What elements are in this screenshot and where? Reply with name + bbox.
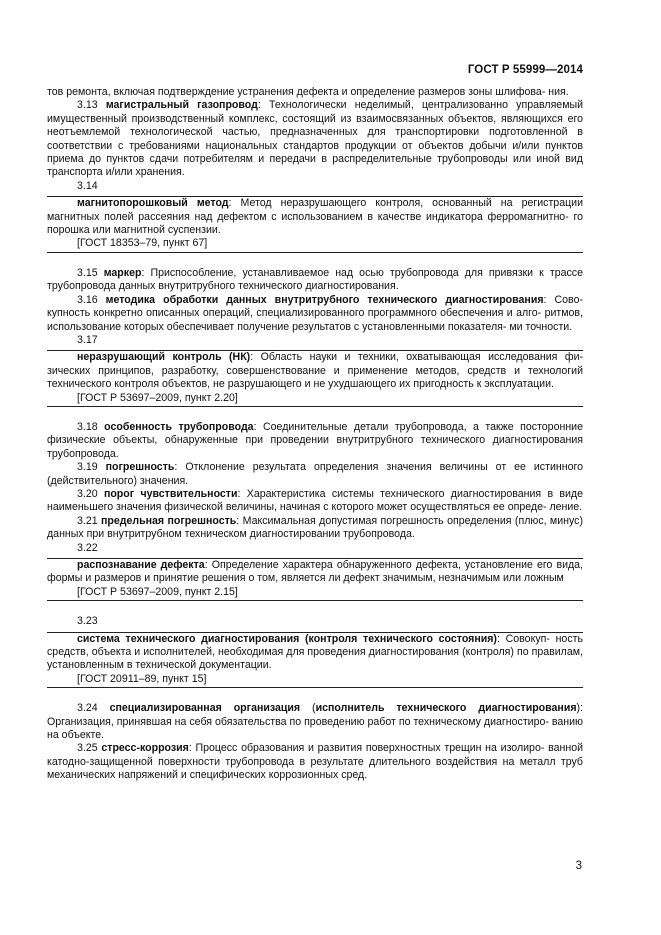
clause-number: 3.24	[77, 702, 98, 715]
term-separator: :	[228, 197, 241, 210]
term-separator: :	[204, 559, 212, 571]
term: стресс-коррозия	[101, 742, 189, 755]
clause-number: 3.21	[77, 514, 98, 527]
term: предельная погрешность	[101, 514, 237, 527]
term-separator: :	[253, 420, 263, 433]
term: система технического диагностирования (контроля технического состояния)	[77, 632, 497, 645]
definition-text: Соединительные детали трубопровода, а также посторонние физические объекты, обнаруженные при проведении внутритрубного технического диагностирования трубопровода.	[47, 420, 583, 460]
quoted-definition-box-3-17	[47, 350, 583, 407]
definition-text: Технологически неделимый, централизованно управляемый имущественный производственный комплекс, состоящий из взаимосвязанных объектов, являющихся его неотъемлемой технологической частью, предназначенных для транспортировки подготовленной в соответствии с требованиями национальных стандартов продукции от объектов добычи и/или пунктов приема до пунктов сдачи потребителям и передачи в распределительные трубопроводы или иной вид транспорта и/или хранения.	[47, 99, 584, 179]
term-separator: :	[236, 514, 243, 527]
definition-text: Область науки и техники, охватывающая исследования фи- зических принципов, разработку, совершенствование и применение методов, средств и технологий технического контроля объектов, не разрушающего и не ухудшающего их пригодность к эксплуатации.	[47, 351, 584, 391]
clause-number: 3.15	[77, 266, 98, 279]
quoted-definition-box-3-22	[47, 558, 583, 601]
term-separator: :	[237, 487, 247, 500]
definition-3-16	[47, 294, 583, 334]
term: неразрушающий контроль (НК)	[77, 351, 251, 364]
definition-text: Организация, принявшая на себя обязательства по проведению работ по техническому диагностиро- ванию на объекте.	[47, 715, 583, 742]
definition-text: Приспособление, устанавливаемое над осью трубопровода для привязки к трассе трубопровода данных внутритрубного технического диагностирования.	[47, 266, 583, 293]
definition-text: Определение характера обнаруженного дефекта, установление его вида, формы и размеров и принятие решения о том, является ли дефект значимым, незначимым или ложным	[47, 559, 584, 585]
definition-3-13	[47, 99, 583, 179]
term-separator: :	[257, 99, 269, 112]
term: методика обработки данных внутритрубного технического диагностирования	[105, 293, 544, 306]
definition-3-22	[47, 559, 583, 586]
definition-3-25	[47, 742, 583, 782]
clause-number-3-23: 3.23	[77, 615, 98, 628]
term: маркер	[103, 266, 142, 279]
document-body	[47, 86, 583, 783]
definition-3-15	[47, 267, 583, 294]
document-id: ГОСТ Р 55999—2014	[467, 64, 583, 76]
definition-text: Максимальная допустимая погрешность определения (плюс, минус) данных при внутритрубном техническом диагностировании трубопровода.	[47, 514, 583, 541]
definition-3-17	[47, 351, 583, 391]
definition-text: Совокуп- ность средств, объекта и исполнителей, необходимая для проведения диагностирования (контроля) по правилам, установленным в технической документации.	[47, 632, 583, 672]
source-reference: [ГОСТ Р 53697–2009, пункт 2.20]	[77, 391, 238, 404]
page-number: 3	[575, 860, 582, 872]
definition-text: Отклонение результата определения значения величины от ее истинного (действительного) значения.	[47, 461, 583, 487]
term-separator: :	[543, 293, 555, 306]
clause-number: 3.19	[77, 461, 98, 474]
definition-3-19	[47, 461, 583, 488]
term: магнитопорошковый метод	[77, 197, 229, 210]
term: специализированная организация	[109, 702, 301, 715]
term-separator: :	[188, 742, 196, 755]
term: порог чувствительности	[103, 487, 238, 500]
term: особенность трубопровода	[104, 420, 254, 433]
definition-text: Сово- купность конкретно описанных операций, специализированного программного обеспечения и алго- ритмов, использование которых обеспечивает получение результатов с установленными показателя- ми точности.	[47, 293, 583, 333]
clause-number: 3.20	[77, 487, 98, 500]
quoted-definition-box-3-14	[47, 196, 583, 253]
term-separator: :	[141, 266, 151, 279]
clause-number: 3.18	[77, 420, 98, 433]
clause-number: 3.16	[77, 293, 98, 306]
term: распознавание дефекта	[77, 559, 205, 571]
definition-3-21	[47, 515, 583, 542]
definition-text: Метод неразрушающего контроля, основанный на регистрации магнитных полей рассеяния над дефектом с использованием в качестве индикатора ферромагнитно- го порошка или магнитной суспензии.	[47, 197, 583, 237]
clause-number-3-17: 3.17	[77, 333, 98, 346]
term-separator: :	[174, 461, 186, 474]
clause-number: 3.13	[77, 99, 98, 112]
definition-3-18	[47, 421, 583, 461]
term-separator: :	[496, 632, 506, 645]
definition-3-24	[47, 702, 583, 742]
term-separator: ):	[576, 702, 583, 715]
definition-3-20	[47, 488, 583, 515]
term: погрешность	[105, 461, 175, 474]
term-separator: :	[250, 351, 261, 364]
source-reference: [ГОСТ 20911–89, пункт 15]	[77, 672, 207, 685]
source-reference: [ГОСТ Р 53697–2009, пункт 2.15]	[77, 585, 238, 598]
quoted-definition-box-3-23	[47, 632, 583, 689]
clause-number-3-14: 3.14	[77, 179, 98, 192]
definition-3-23	[47, 633, 583, 673]
term-synonym: исполнитель технического диагностирования	[315, 702, 577, 715]
definition-3-14	[47, 197, 583, 237]
term: магистральный газопровод	[105, 99, 258, 112]
definition-text: Процесс образования и развития поверхностных трещин на изолиро- ванной катодно-защищенной поверхности трубопровода в результате длительного воздействия на металл труб механических напряжений и специфических коррозионных сред.	[47, 742, 584, 782]
definition-text: Характеристика системы технического диагностирования в виде наименьшего значения физической величины, начиная с которого может осуществляться ее опреде- ление.	[47, 487, 583, 514]
intro-paragraph: тов ремонта, включая подтверждение устранения дефекта и определение размеров зоны шлифова- ния.	[47, 86, 569, 98]
clause-number-3-22: 3.22	[77, 541, 98, 554]
clause-number: 3.25	[77, 742, 98, 755]
source-reference: [ГОСТ 18353–79, пункт 67]	[77, 237, 208, 250]
term-separator: (	[300, 702, 316, 715]
